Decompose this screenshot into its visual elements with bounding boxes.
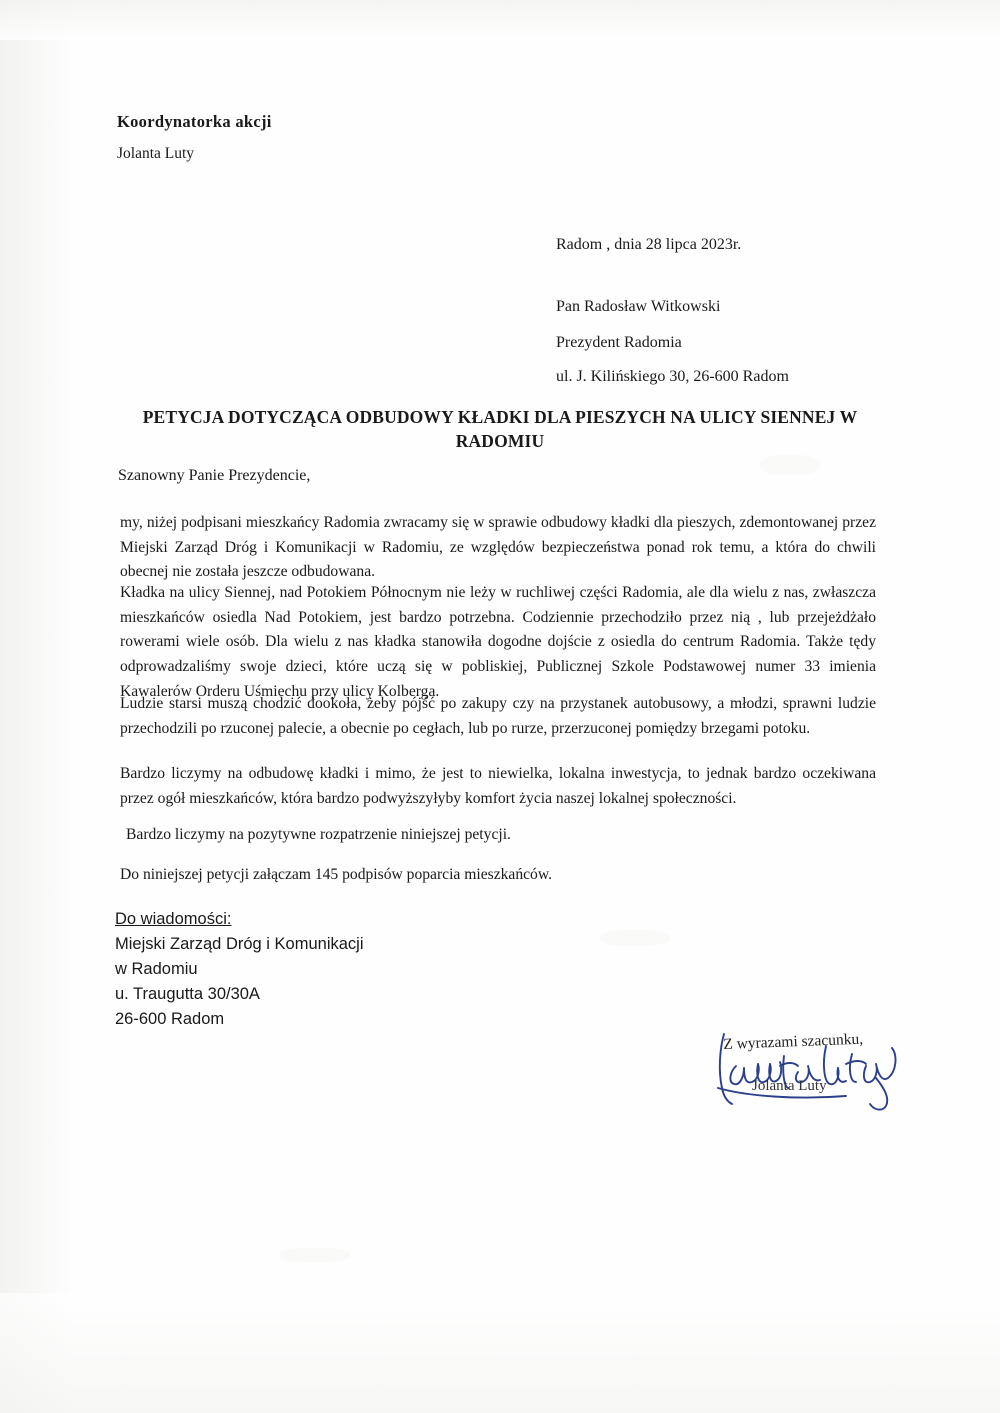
cc-line-2: w Radomiu: [115, 960, 198, 979]
signature-closing: Z wyrazami szacunku,: [723, 1030, 864, 1053]
body-paragraph-1: my, niżej podpisani mieszkańcy Radomia zwracamy się w sprawie odbudowy kładki dla pieszych, zdemontowanej przez Miejski Zarząd Dróg i Komunikacji w Radomiu, ze względów bezpieczeństwa ponad rok temu, a która do chwili obecnej nie została jeszcze odbudowana.: [120, 514, 876, 581]
addressee-address: ul. J. Kilińskiego 30, 26-600 Radom: [556, 368, 789, 385]
cc-heading: Do wiadomości:: [115, 910, 232, 928]
body-paragraph-3: Ludzie starsi muszą chodzić dookoła, żeby pójść po zakupy czy na przystanek autobusowy, a młodzi, sprawni ludzie przechodzili po rzuconej palecie, a obecnie po cegłach, lub po rurze, przerzuconej pomiędzy brzegami potoku.: [120, 695, 876, 737]
cc-line-1: Miejski Zarząd Dróg i Komunikacji: [115, 935, 364, 954]
body-paragraph-4: Bardzo liczymy na odbudowę kładki i mimo, że jest to niewielka, lokalna inwestycja, to jednak bardzo oczekiwana przez ogół mieszkańców, która bardzo podwyższyłyby komfort życia naszej lokalnej społeczności.: [120, 765, 876, 807]
coordinator-name: Jolanta Luty: [117, 145, 195, 162]
cc-line-3: u. Traugutta 30/30A: [115, 985, 260, 1004]
coordinator-role-label: Koordynatorka akcji: [117, 112, 272, 131]
addressee-name: Pan Radosław Witkowski: [556, 298, 721, 315]
body-paragraph-6: Do niniejszej petycji załączam 145 podpisów poparcia mieszkańców.: [120, 866, 552, 883]
body-paragraph-5: Bardzo liczymy na pozytywne rozpatrzenie niniejszej petycji.: [126, 826, 511, 843]
signature-name: Jolanta Luty: [752, 1078, 827, 1094]
page-title: PETYCJA DOTYCZĄCA ODBUDOWY KŁADKI DLA PIESZYCH NA ULICY SIENNEJ W RADOMIU: [142, 407, 858, 452]
place-and-date: Radom , dnia 28 lipca 2023r.: [556, 236, 742, 253]
addressee-position: Prezydent Radomia: [556, 334, 682, 351]
cc-block: [115, 907, 364, 1032]
cc-line-4: 26-600 Radom: [115, 1010, 225, 1029]
salutation: Szanowny Panie Prezydencie,: [118, 467, 311, 484]
body-paragraph-2: Kładka na ulicy Siennej, nad Potokiem Północnym nie leży w ruchliwej części Radomia, ale dla wielu z nas, zwłaszcza mieszkańców osiedla Nad Potokiem, jest bardzo potrzebna. Codziennie przechodziło przez nią , lub przejeżdżało rowerami wiele osób. Dla wielu z nas kładka stanowiła dogodne dojście z osiedla do centrum Radomia. Także tędy odprowadzaliśmy swoje dzieci, które uczą się w pobliskiej, Publicznej Szkole Podstawowej numer 33 imienia Kawalerów Orderu Uśmiechu przy ulicy Kolberga.: [120, 584, 876, 700]
